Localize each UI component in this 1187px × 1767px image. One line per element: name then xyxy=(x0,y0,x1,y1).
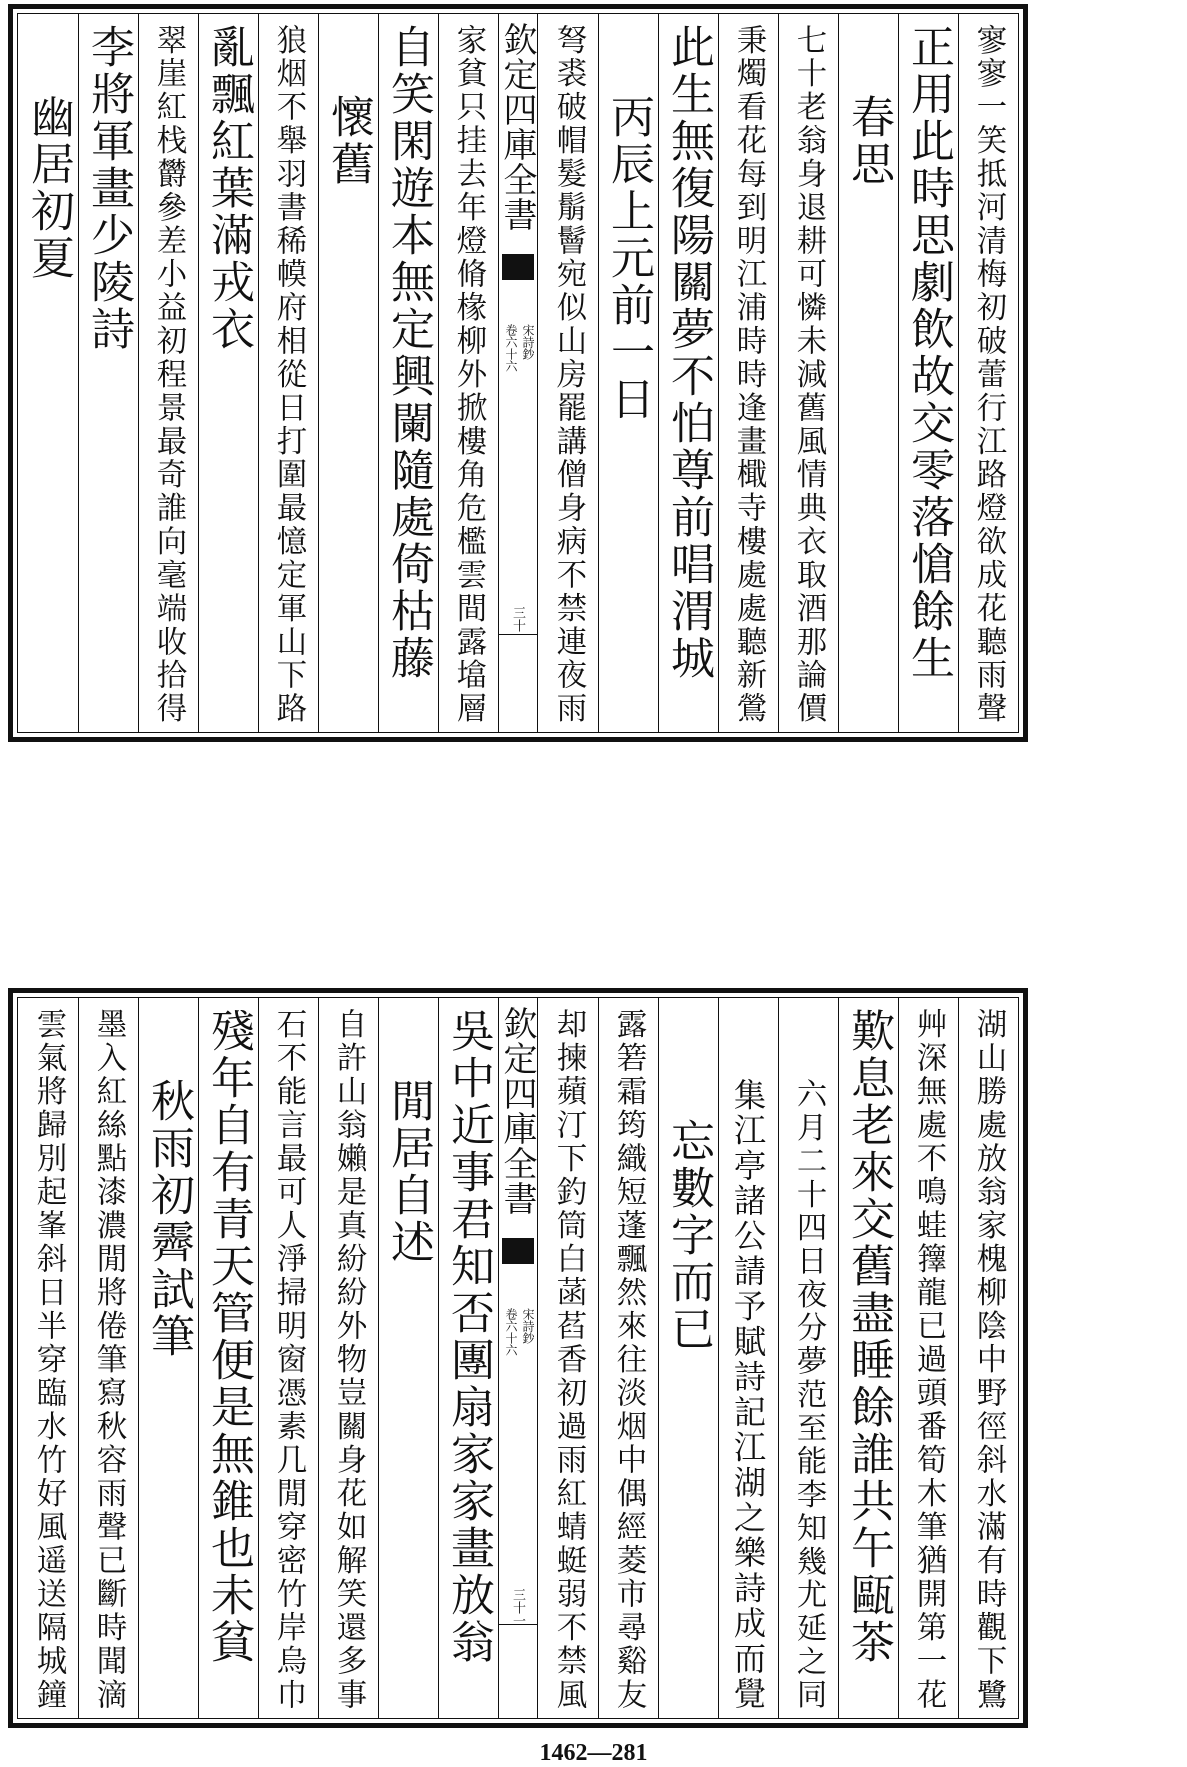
column-text: 狼烟不舉羽書稀幙府相從日打圍最憶定軍山下路 xyxy=(271,24,306,726)
banner-page-number: 三十 xyxy=(510,606,525,632)
column-text: 正用此時思劇飲故交零落愴餘生 xyxy=(903,24,954,682)
column-text: 秋雨初霽試筆 xyxy=(143,1078,194,1360)
text-column xyxy=(258,998,318,1718)
column-text: 殘年自有青天管便是無錐也未貧 xyxy=(203,1008,254,1666)
column-text: 七十老翁身退耕可憐未減舊風情典衣取酒那論價 xyxy=(791,24,826,726)
text-column xyxy=(18,998,78,1718)
column-text: 懷舊 xyxy=(323,94,374,188)
text-column xyxy=(538,14,598,732)
text-column xyxy=(138,998,198,1718)
text-column xyxy=(198,998,258,1718)
text-column xyxy=(598,14,658,732)
banner-page-rule xyxy=(499,634,537,635)
text-column xyxy=(78,14,138,732)
column-text: 李將軍畫少陵詩 xyxy=(83,24,134,353)
column-text: 艸深無處不鳴蛙籜龍已過頭番筍木筆猶開第一花 xyxy=(911,1008,946,1712)
text-column xyxy=(838,998,898,1718)
column-text: 弩裘破帽髮鬅鬙宛似山房罷講僧身病不禁連夜雨 xyxy=(551,24,586,726)
column-text: 亂飄紅葉滿戎衣 xyxy=(203,24,254,353)
column-text: 歎息老來交舊盡睡餘誰共午甌茶 xyxy=(843,1008,894,1666)
banner-book-name: 宋詩鈔 xyxy=(521,324,535,360)
column-text: 家貧只挂去年燈脩椽柳外掀樓角危檻雲間露墖層 xyxy=(451,24,486,726)
banner-title: 欽定四庫全書 xyxy=(497,22,537,232)
column-text: 閒居自述 xyxy=(383,1078,434,1266)
banner-volume: 卷六十六 xyxy=(504,324,518,372)
text-column xyxy=(718,14,778,732)
bottom-page xyxy=(8,988,1028,1728)
text-column xyxy=(378,14,438,732)
text-column xyxy=(198,14,258,732)
top-page xyxy=(8,4,1028,742)
column-text: 露箬霜筠織短蓬飄然來往淡烟中偶經菱市尋谿友 xyxy=(611,1008,646,1712)
text-column xyxy=(538,998,598,1718)
page-footer-number: 1462—281 xyxy=(539,1740,648,1766)
text-column xyxy=(78,998,138,1718)
banner-page-number: 三十一 xyxy=(510,1588,525,1627)
column-text: 湖山勝處放翁家槐柳陰中野徑斜水滿有時觀下鷺 xyxy=(971,1008,1006,1712)
text-column xyxy=(718,998,778,1718)
text-column xyxy=(898,998,958,1718)
column-text: 翠崖紅栈欝參差小益初程景最奇誰向毫端收拾得 xyxy=(151,24,186,726)
text-column xyxy=(318,14,378,732)
text-column xyxy=(438,14,498,732)
column-text: 丙辰上元前一日 xyxy=(603,94,654,423)
fish-tail-mark xyxy=(502,254,534,280)
text-column xyxy=(658,14,718,732)
text-column xyxy=(318,998,378,1718)
text-column xyxy=(18,14,78,732)
banner-volume: 卷六十六 xyxy=(504,1308,518,1356)
text-column xyxy=(658,998,718,1718)
top-page-inner-frame xyxy=(17,13,1019,733)
text-column xyxy=(598,998,658,1718)
column-text: 秉燭看花每到明江浦時時逢畫檝寺樓處處聽新鶯 xyxy=(731,24,766,726)
text-column xyxy=(838,14,898,732)
column-text: 雲氣將歸別起峯斜日半穿臨水竹好風遥送隔城鐘 xyxy=(31,1008,66,1712)
column-text: 忘數字而已 xyxy=(663,1118,714,1353)
bottom-page-inner-frame xyxy=(17,997,1019,1719)
text-column xyxy=(258,14,318,732)
column-text: 寥寥一笑抵河清梅初破蕾行江路燈欲成花聽雨聲 xyxy=(971,24,1006,726)
column-text: 集江亭諸公請予賦詩記江湖之樂詩成而覺 xyxy=(729,1078,767,1712)
column-text: 却揀蘋汀下釣筒白菡萏香初過雨紅蜻蜓弱不禁風 xyxy=(551,1008,586,1712)
text-column xyxy=(438,998,498,1718)
text-column xyxy=(778,998,838,1718)
text-column xyxy=(958,14,1018,732)
column-text: 春思 xyxy=(843,94,894,188)
column-text: 此生無復陽關夢不怕尊前唱渭城 xyxy=(663,24,714,682)
fish-tail-mark xyxy=(502,1238,534,1264)
text-column xyxy=(778,14,838,732)
column-text: 幽居初夏 xyxy=(23,94,74,282)
banner-column xyxy=(498,998,538,1718)
column-text: 墨入紅絲點漆濃閒將倦筆寫秋容雨聲已斷時聞滴 xyxy=(91,1008,126,1712)
text-column xyxy=(378,998,438,1718)
banner-page-rule xyxy=(499,1624,537,1625)
column-text: 吳中近事君知否團扇家家畫放翁 xyxy=(443,1008,494,1666)
text-column xyxy=(138,14,198,732)
text-column xyxy=(898,14,958,732)
banner-title: 欽定四庫全書 xyxy=(497,1006,537,1216)
text-column xyxy=(958,998,1018,1718)
column-text: 石不能言最可人淨掃明窗憑素几閒穿密竹岸烏巾 xyxy=(271,1008,306,1712)
banner-column xyxy=(498,14,538,732)
column-text: 六月二十四日夜分夢范至能李知幾尤延之同 xyxy=(791,1078,826,1712)
column-text: 自笑閑遊本無定興闌隨處倚枯藤 xyxy=(383,24,434,682)
column-text: 自許山翁嬾是真紛紛外物豈關身花如解笑還多事 xyxy=(331,1008,366,1712)
banner-book-name: 宋詩鈔 xyxy=(521,1308,535,1344)
